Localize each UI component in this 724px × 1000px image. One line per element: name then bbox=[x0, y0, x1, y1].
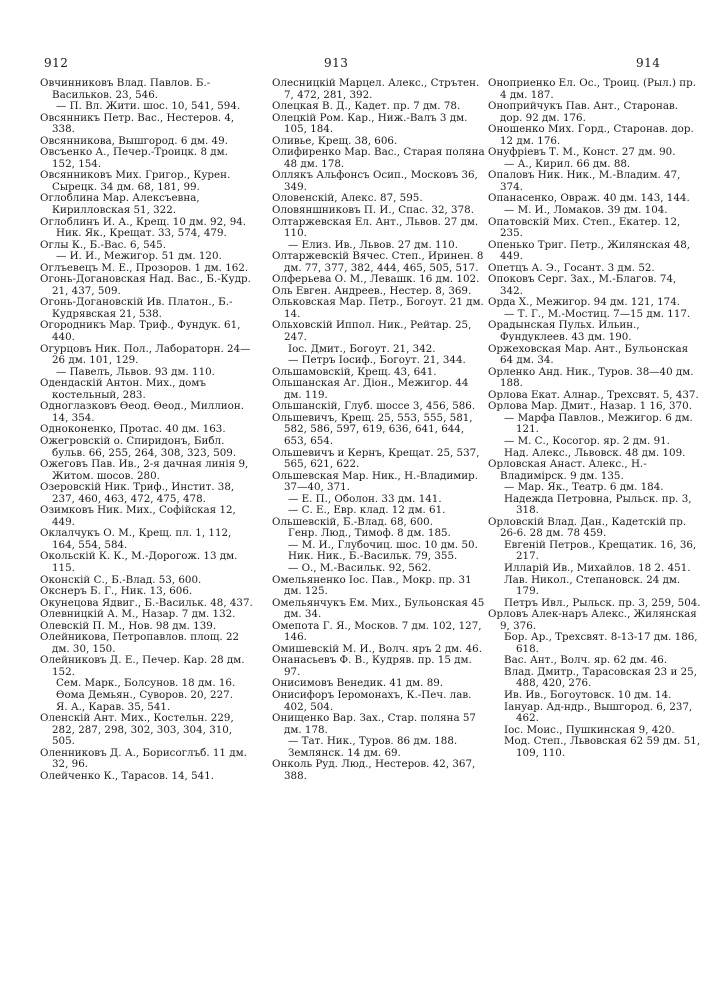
directory-entry: Окснеръ Б. Г., Ник. 13, 606. bbox=[40, 585, 193, 598]
page-number-right: 914 bbox=[636, 56, 661, 70]
directory-entry: Орловскій Влад. Дан., Кадетскій пр. 26-6. 28 дм. 78 459. bbox=[488, 515, 687, 540]
directory-entry: Оконскій С., Б.-Влад. 53, 600. bbox=[40, 573, 202, 586]
directory-entry: Олецкій Ром. Кар., Ниж.-Валъ 3 дм. 105, 184. bbox=[272, 111, 468, 136]
directory-entry: Онисифоръ Іеромонахъ, К.-Печ. лав. 402, 504. bbox=[272, 688, 472, 713]
directory-entry: Олевницкій А. М., Назар. 7 дм. 132. bbox=[40, 608, 236, 621]
directory-entry: Ольшевичъ, Крещ. 25, 553, 555, 581, 582, 586, 597, 619, 636, 641, 644, 653, 654. bbox=[272, 411, 473, 447]
page-number-middle: 913 bbox=[324, 56, 349, 70]
directory-entry: — Петръ Іосиф., Богоут. 21, 344. bbox=[288, 354, 466, 367]
directory-entry: Ольшамовскій, Крещ. 43, 641. bbox=[272, 365, 437, 378]
directory-entry: Я. А., Карав. 35, 541. bbox=[56, 700, 171, 713]
directory-entry: Омельянчукъ Ем. Мих., Бульонская 45 дм. 34. bbox=[272, 596, 485, 621]
directory-entry: Олейниковъ Д. Е., Печер. Кар. 28 дм. 152. bbox=[40, 654, 245, 678]
directory-entry: Оглоблина Мар. Алексъевна, Кирилловская 51, 322. bbox=[40, 192, 200, 217]
directory-entry: Орда Х., Межигор. 94 дм. 121, 174. bbox=[488, 296, 681, 309]
directory-entry: Овсянниковъ Мих. Григор., Курен. Сырецк. 34 дм. 68, 181, 99. bbox=[40, 169, 231, 193]
directory-entry: Іануар. Ад-ндр., Вышгород. 6, 237, 462. bbox=[504, 700, 693, 725]
directory-entry: — Марфа Павлов., Межигор. 6 дм. 121. bbox=[504, 411, 693, 436]
directory-entry: Орадынская Пульх. Ильин., Фундуклеев. 43 дм. 190. bbox=[488, 319, 640, 344]
directory-entry: Ольшанская Аг. Діон., Межигор. 44 дм. 119. bbox=[272, 377, 469, 401]
directory-entry: Онисимовъ Венедик. 41 дм. 89. bbox=[272, 677, 444, 690]
directory-entry: Ожеговъ Пав. Ив., 2-я дачная линія 9, Житом. шосов. 280. bbox=[40, 458, 249, 482]
directory-entry: Олифиренко Мар. Вас., Старая полянa 48 дм. 178. bbox=[272, 146, 485, 170]
directory-entry: Генр. Люд., Тимоф. 8 дм. 185. bbox=[288, 527, 451, 540]
directory-entry: Өома Демьян., Суворов. 20, 227. bbox=[56, 688, 233, 701]
directory-entry: Оклалчукъ О. М., Крещ. пл. 1, 112, 164, 554, 584. bbox=[40, 527, 232, 551]
directory-column-1 bbox=[40, 78, 254, 782]
directory-entry: — Мар. Як., Театр. 6 дм. 184. bbox=[504, 481, 664, 494]
directory-entry: Онищенко Вар. Зах., Стар. полянa 57 дм. 178. bbox=[272, 712, 476, 736]
directory-entry: Евгеній Петров., Крещатик. 16, 36, 217. bbox=[504, 538, 697, 563]
directory-entry: Опоковъ Серг. Зах., М.-Благов. 74, 342. bbox=[488, 273, 677, 297]
directory-entry: Ольшанскій, Глуб. шоссе 3, 456, 586. bbox=[272, 400, 476, 413]
directory-entry: Одендаскій Антон. Мих., домъ костельный, 283. bbox=[40, 377, 206, 401]
directory-entry: Опенько Триг. Петр., Жилянская 48, 449. bbox=[488, 238, 691, 263]
directory-entry: Овсянникъ Петр. Вас., Нестеров. 4, 338. bbox=[40, 111, 235, 136]
directory-entry: Олесницкій Марцел. Алекс., Стрътен. 7, 472, 281, 392. bbox=[272, 77, 480, 101]
directory-entry: Озимковъ Ник. Мих., Софійская 12, 449. bbox=[40, 504, 236, 528]
directory-entry: Овчинниковъ Влад. Павлов. Б.-Васильков. 23, 546. bbox=[40, 77, 211, 101]
directory-entry: Овсянникова, Вышгород. 6 дм. 49. bbox=[40, 134, 228, 147]
directory-entry: — Е. П., Оболон. 33 дм. 141. bbox=[288, 492, 442, 505]
directory-entry: Огонь-Догановскій Ив. Платон., Б.-Кудрявская 21, 538. bbox=[40, 296, 233, 320]
directory-entry: Землянск. 14 дм. 69. bbox=[288, 746, 401, 759]
directory-entry: Олейченко К., Тарасов. 14, 541. bbox=[40, 769, 215, 782]
directory-entry: Вас. Ант., Волч. яр. 62 дм. 46. bbox=[504, 654, 668, 667]
directory-entry: Онанасьевъ Ф. В., Кудряв. пр. 15 дм. 97. bbox=[272, 654, 472, 678]
directory-entry: Онуфріевъ Т. М., Конст. 27 дм. 90. bbox=[488, 146, 676, 159]
page-number-left: 912 bbox=[44, 56, 69, 70]
directory-entry: — И. И., Межигор. 51 дм. 120. bbox=[56, 250, 222, 263]
directory-entry: — М. И., Ломаков. 39 дм. 104. bbox=[504, 204, 668, 217]
directory-entry: Оль Евген. Андреев., Нестер. 8, 369. bbox=[272, 284, 472, 297]
directory-entry: — П. Вл. Жити. шос. 10, 541, 594. bbox=[56, 100, 241, 113]
directory-entry: Озеровскій Ник. Триф., Инстит. 38, 237, 460, 463, 472, 475, 478. bbox=[40, 481, 235, 505]
directory-entry: Надежда Петровна, Рыльск. пр. 3, 318. bbox=[504, 492, 692, 517]
directory-column-2 bbox=[272, 78, 486, 782]
directory-entry: Петръ Ивл., Рыльск. пр. 3, 259, 504. bbox=[504, 596, 701, 609]
directory-entry: Оношенко Мих. Горд., Старонав. дор. 12 дм. 176. bbox=[488, 123, 694, 147]
directory-entry: Орловъ Алек-наръ Алекс., Жилянская 9, 376. bbox=[488, 608, 697, 632]
directory-entry: Ник. Ник., Б.-Васильк. 79, 355. bbox=[288, 550, 458, 563]
directory-entry: Бор. Ар., Трехсвят. 8-13-17 дм. 186, 618. bbox=[504, 631, 698, 655]
directory-entry: Опаловъ Ник. Ник., М.-Владим. 47, 374. bbox=[488, 169, 681, 193]
directory-entry: Влад. Дмитр., Тарасовская 23 и 25, 488, 420, 276. bbox=[504, 665, 697, 690]
directory-entry: Ольховскій Иппол. Ник., Рейтар. 25, 247. bbox=[272, 319, 472, 344]
directory-entry: — Павелъ, Львов. 93 дм. 110. bbox=[56, 365, 215, 378]
directory-entry: Огурцовъ Ник. Пол., Лабораторн. 24—26 дм. 101, 129. bbox=[40, 342, 251, 367]
directory-column-3 bbox=[488, 78, 702, 759]
directory-entry: Оглъевецъ М. Е., Прозоров. 1 дм. 162. bbox=[40, 261, 249, 274]
directory-entry: Орленко Анд. Ник., Туров. 38—40 дм. 188. bbox=[488, 365, 694, 390]
directory-entry: Над. Алекс., Львовск. 48 дм. 109. bbox=[504, 446, 686, 459]
directory-entry: Оленскій Ант. Мих., Костельн. 229, 282, 287, 298, 302, 303, 304, 310, 505. bbox=[40, 712, 234, 748]
directory-entry: Илларій Ив., Михайлов. 18 2. 451. bbox=[504, 561, 691, 574]
directory-entry: Ив. Ив., Богоутовск. 10 дм. 14. bbox=[504, 688, 672, 701]
directory-entry: Ольшевская Мар. Ник., Н.-Владимир. 37—40, 371. bbox=[272, 469, 478, 494]
directory-entry: — Т. Г., М.-Мостиц. 7—15 дм. 117. bbox=[504, 307, 691, 320]
directory-entry: Одноглазковъ Өеод. Өеод., Миллион. 14, 354. bbox=[40, 400, 244, 424]
directory-entry: — С. Е., Евр. клад. 12 дм. 61. bbox=[288, 504, 446, 517]
directory-entry: — Тат. Ник., Туров. 86 дм. 188. bbox=[288, 735, 458, 748]
directory-entry: Олтаржевскій Вячес. Степ., Иринен. 8 дм. 77, 377, 382, 444, 465, 505, 517. bbox=[272, 250, 484, 274]
directory-entry: Омепота Г. Я., Москов. 7 дм. 102, 127, 146. bbox=[272, 619, 482, 644]
directory-entry: Окунецова Ядвиг., Б.-Васильк. 48, 437. bbox=[40, 596, 253, 609]
directory-entry: Омишевскій М. И., Волч. яръ 2 дм. 46. bbox=[272, 642, 482, 655]
directory-entry: Оноприенко Ел. Ос., Троиц. (Рыл.) пр. 4 дм. 187. bbox=[488, 77, 696, 101]
directory-entry: — М. С., Косогор. яр. 2 дм. 91. bbox=[504, 434, 670, 447]
directory-entry: Олевскій П. М., Нов. 98 дм. 139. bbox=[40, 619, 217, 632]
directory-entry: Олтаржевская Ел. Ант., Львов. 27 дм. 110. bbox=[272, 215, 479, 240]
directory-entry: Овсъенко А., Печер.-Троицк. 8 дм. 152, 154. bbox=[40, 146, 228, 170]
directory-entry: Орлова Екат. Алнар., Трехсвят. 5, 437. bbox=[488, 388, 699, 401]
directory-entry: Огонь-Догановская Над. Вас., Б.-Кудр. 21, 437, 509. bbox=[40, 273, 251, 297]
directory-entry: Опатовскій Мих. Степ., Екатер. 12, 235. bbox=[488, 215, 681, 240]
directory-entry: Одноконенко, Протас. 40 дм. 163. bbox=[40, 423, 226, 436]
directory-entry: Оленниковъ Д. А., Борисоглъб. 11 дм. 32, 96. bbox=[40, 746, 247, 771]
directory-entry: Орлова Мар. Дмит., Назар. 1 16, 370. bbox=[488, 400, 692, 413]
directory-entry: Оглоблинъ И. А., Крещ. 10 дм. 92, 94. bbox=[40, 215, 247, 228]
directory-entry: Огородникъ Мар. Триф., Фундук. 61, 440. bbox=[40, 319, 241, 344]
directory-entry: Опетцъ А. Э., Госант. 3 дм. 52. bbox=[488, 261, 655, 274]
directory-entry: Мод. Степ., Львовская 62 59 дм. 51, 109, 110. bbox=[504, 735, 701, 759]
directory-entry: Оливье, Крещ. 38, 606. bbox=[272, 134, 398, 147]
directory-entry: Лав. Никол., Степановск. 24 дм. 179. bbox=[504, 573, 681, 598]
directory-entry: Опанасенко, Овраж. 40 дм. 143, 144. bbox=[488, 192, 690, 205]
directory-entry: — О., М.-Васильк. 92, 562. bbox=[288, 561, 432, 574]
directory-entry: Оглы К., Б.-Вас. 6, 545. bbox=[40, 238, 166, 251]
directory-entry: Оловяншниковъ П. И., Спас. 32, 378. bbox=[272, 204, 474, 217]
directory-entry: Олейникова, Петропавлов. площ. 22 дм. 30, 150. bbox=[40, 631, 240, 655]
directory-entry: — М. И., Глубочиц. шос. 10 дм. 50. bbox=[288, 538, 478, 551]
directory-entry: Сем. Марк., Болсунов. 18 дм. 16. bbox=[56, 677, 236, 690]
directory-entry: Ник. Як., Крещат. 33, 574, 479. bbox=[56, 227, 227, 240]
directory-entry: — Елиз. Ив., Львов. 27 дм. 110. bbox=[288, 238, 458, 251]
directory-entry: Оллякъ Альфонсъ Осип., Московъ 36, 349. bbox=[272, 169, 478, 193]
directory-entry: Онколь Руд. Люд., Нестеров. 42, 367, 388. bbox=[272, 758, 476, 782]
directory-entry: Іос. Моис., Пушкинская 9, 420. bbox=[504, 723, 675, 736]
directory-entry: Омельяненко Іос. Пав., Мокр. пр. 31 дм. 125. bbox=[272, 573, 472, 598]
directory-entry: Орловская Анаст. Алекс., Н.-Владимірск. 9 дм. 135. bbox=[488, 458, 647, 482]
directory-entry: Олецкая В. Д., Кадет. пр. 7 дм. 78. bbox=[272, 100, 461, 113]
directory-entry: Оловенскій, Алекс. 87, 595. bbox=[272, 192, 423, 205]
directory-entry: Олферьева О. М., Левашк. 16 дм. 102. bbox=[272, 273, 480, 286]
directory-entry: Окольскій К. К., М.-Дорогож. 13 дм. 115. bbox=[40, 550, 238, 574]
directory-entry: Іос. Дмит., Богоут. 21, 342. bbox=[288, 342, 436, 355]
directory-entry: Оноприйчукъ Пав. Ант., Старонав. дор. 92 дм. 176. bbox=[488, 100, 679, 124]
directory-entry: Оржеховская Мар. Ант., Бульонская 64 дм. 34. bbox=[488, 342, 689, 367]
directory-entry: Ожегровскій о. Спиридонъ, Библ. бульв. 66, 255, 264, 308, 323, 509. bbox=[40, 434, 237, 459]
directory-entry: Ольшевичъ и Кернъ, Крещат. 25, 537, 565, 621, 622. bbox=[272, 446, 480, 471]
directory-entry: Ольшевскій, Б.-Влад. 68, 600. bbox=[272, 515, 433, 528]
directory-entry: — А., Кирил. 66 дм. 88. bbox=[504, 157, 631, 170]
directory-entry: Ольковская Мар. Петр., Богоут. 21 дм. 14. bbox=[272, 296, 484, 320]
